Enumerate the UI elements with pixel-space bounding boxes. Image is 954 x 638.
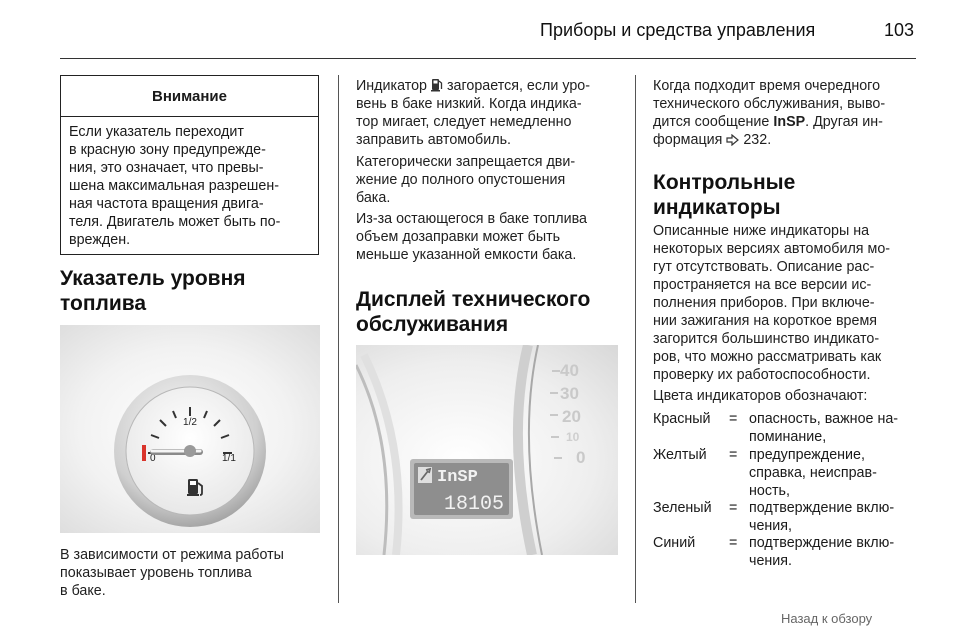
- column-divider-1: [338, 75, 339, 603]
- gauge-label-half: 1/2: [183, 417, 197, 428]
- heading-line: Указатель уровня: [60, 267, 246, 290]
- paragraph-line: Описанные ниже индикаторы на: [653, 223, 870, 239]
- paragraph-line: полнения приборов. При включе-: [653, 295, 875, 311]
- legend-line: чения.: [749, 553, 792, 569]
- legend-line: подтверждение вклю-: [749, 500, 895, 516]
- inline-text: . Другая ин-: [805, 114, 883, 130]
- service-display-illustration: [356, 345, 618, 555]
- page-number: 103: [884, 20, 915, 40]
- fuel-gauge-heading: [60, 266, 246, 316]
- paragraph-line: некоторых версиях автомобиля мо-: [653, 241, 891, 257]
- refuel-volume-paragraph: [356, 210, 626, 264]
- column-divider-2: [635, 75, 636, 603]
- legend-equals: =: [729, 411, 738, 427]
- legend-line: опасность, важное на-: [749, 411, 899, 427]
- warning-text: [61, 117, 318, 249]
- lcd-odometer-value: 18105: [444, 493, 505, 516]
- header-rule: [60, 58, 916, 59]
- reserve-zone: [142, 445, 146, 461]
- warning-line: теля. Двигатель может быть по-: [69, 214, 281, 230]
- gauge-hub: [184, 445, 196, 457]
- service-display-svg: [356, 345, 618, 555]
- inline-text: загорается, если уро-: [446, 78, 590, 94]
- warning-line: шена максимальная разрешен-: [69, 178, 279, 194]
- warning-title: Внимание: [61, 76, 318, 117]
- paragraph-line: [653, 131, 923, 149]
- running-header-title: Приборы и средства управления: [540, 20, 816, 40]
- paragraph-line: тор мигает, следует немедленно: [356, 114, 572, 130]
- paragraph-line: загорится большинство индикато-: [653, 331, 880, 347]
- paragraph-line: нии зажигания на короткое время: [653, 313, 878, 329]
- fuel-gauge-svg: [60, 325, 320, 533]
- legend-value: [749, 534, 919, 570]
- gauge-label-full: 1/1: [222, 453, 236, 464]
- reference-arrow-icon[interactable]: [726, 134, 739, 146]
- paragraph-line: Когда подходит время очередного: [653, 78, 881, 94]
- service-wrench-icon: [418, 467, 432, 483]
- colors-intro: Цвета индикаторов обозначают:: [653, 388, 868, 404]
- insp-code-inline: InSP: [773, 114, 806, 130]
- legend-equals: =: [729, 535, 738, 551]
- legend-line: предупреждение,: [749, 447, 865, 463]
- legend-line: поминание,: [749, 429, 827, 445]
- control-indicators-heading: [653, 170, 795, 220]
- legend-line: подтверждение вклю-: [749, 535, 895, 551]
- warning-line: врежден.: [69, 232, 131, 248]
- page-reference-link[interactable]: 232.: [743, 132, 772, 148]
- heading-line: топлива: [60, 292, 147, 315]
- warning-line: ния, это означает, что превы-: [69, 160, 264, 176]
- heading-line: Контрольные: [653, 171, 796, 194]
- warning-line: в красную зону предупрежде-: [69, 142, 266, 158]
- indicators-description: [653, 222, 923, 384]
- speedo-tick-label: 10: [566, 430, 580, 444]
- paragraph-line: объем дозаправки может быть: [356, 229, 561, 245]
- legend-value: [749, 446, 919, 500]
- paragraph-line: жение до полного опустошения: [356, 172, 566, 188]
- paragraph-line: проверку их работоспособности.: [653, 367, 871, 383]
- service-display-heading: [356, 287, 590, 337]
- heading-line: Дисплей технического: [356, 288, 591, 311]
- left-dial-bezel: [364, 355, 399, 555]
- inline-text: формация: [653, 132, 723, 148]
- warning-line: Если указатель переходит: [69, 124, 244, 140]
- heading-line: индикаторы: [653, 196, 781, 219]
- speedo-tick-label: 0: [576, 448, 586, 467]
- paragraph-line: бака.: [356, 190, 391, 206]
- fuel-gauge-caption: [60, 546, 330, 600]
- fuel-gauge-illustration: [60, 325, 320, 533]
- speedo-tick-label: 40: [560, 361, 579, 380]
- paragraph-line: [653, 113, 923, 131]
- warning-box: [60, 75, 319, 255]
- lcd-inspection-code: InSP: [437, 468, 478, 487]
- legend-equals: =: [729, 500, 738, 516]
- caption-line: показывает уровень топлива: [60, 565, 252, 581]
- paragraph-line: гут отсутствовать. Описание рас-: [653, 259, 875, 275]
- legend-value: [749, 499, 919, 535]
- speedo-tick-label: 20: [562, 407, 581, 426]
- paragraph-line: заправить автомобиль.: [356, 132, 511, 148]
- paragraph-line: Категорически запрещается дви-: [356, 154, 576, 170]
- paragraph-line: меньше указанной емкости бака.: [356, 247, 577, 263]
- legend-line: ность,: [749, 483, 790, 499]
- paragraph-line: ров, что можно рассматривать как: [653, 349, 882, 365]
- caption-line: В зависимости от режима работы: [60, 547, 284, 563]
- fuel-pump-icon: [431, 78, 443, 92]
- paragraph-line: Из-за остающегося в баке топлива: [356, 211, 588, 227]
- legend-value: [749, 410, 919, 446]
- caption-line: в баке.: [60, 583, 106, 599]
- no-empty-tank-paragraph: [356, 153, 626, 207]
- legend-key: Зеленый: [653, 500, 712, 516]
- speedo-tick-label: 30: [560, 384, 579, 403]
- back-to-overview-link[interactable]: Назад к обзору: [781, 611, 873, 626]
- legend-line: чения,: [749, 518, 792, 534]
- legend-key: Синий: [653, 535, 696, 551]
- fuel-indicator-paragraph: [356, 77, 626, 149]
- gauge-label-empty: 0: [150, 453, 156, 464]
- legend-key: Желтый: [653, 447, 707, 463]
- inline-text: дится сообщение: [653, 114, 770, 130]
- warning-line: ная частота вращения двига-: [69, 196, 264, 212]
- inline-text: Индикатор: [356, 78, 427, 94]
- heading-line: обслуживания: [356, 313, 509, 336]
- legend-key: Красный: [653, 411, 711, 427]
- service-intro-paragraph: [653, 77, 923, 149]
- paragraph-line: технического обслуживания, выво-: [653, 96, 886, 112]
- paragraph-line: пространяется на все версии ис-: [653, 277, 872, 293]
- paragraph-line: [356, 77, 626, 95]
- legend-line: справка, неисправ-: [749, 465, 877, 481]
- paragraph-line: вень в баке низкий. Когда индика-: [356, 96, 582, 112]
- legend-equals: =: [729, 447, 738, 463]
